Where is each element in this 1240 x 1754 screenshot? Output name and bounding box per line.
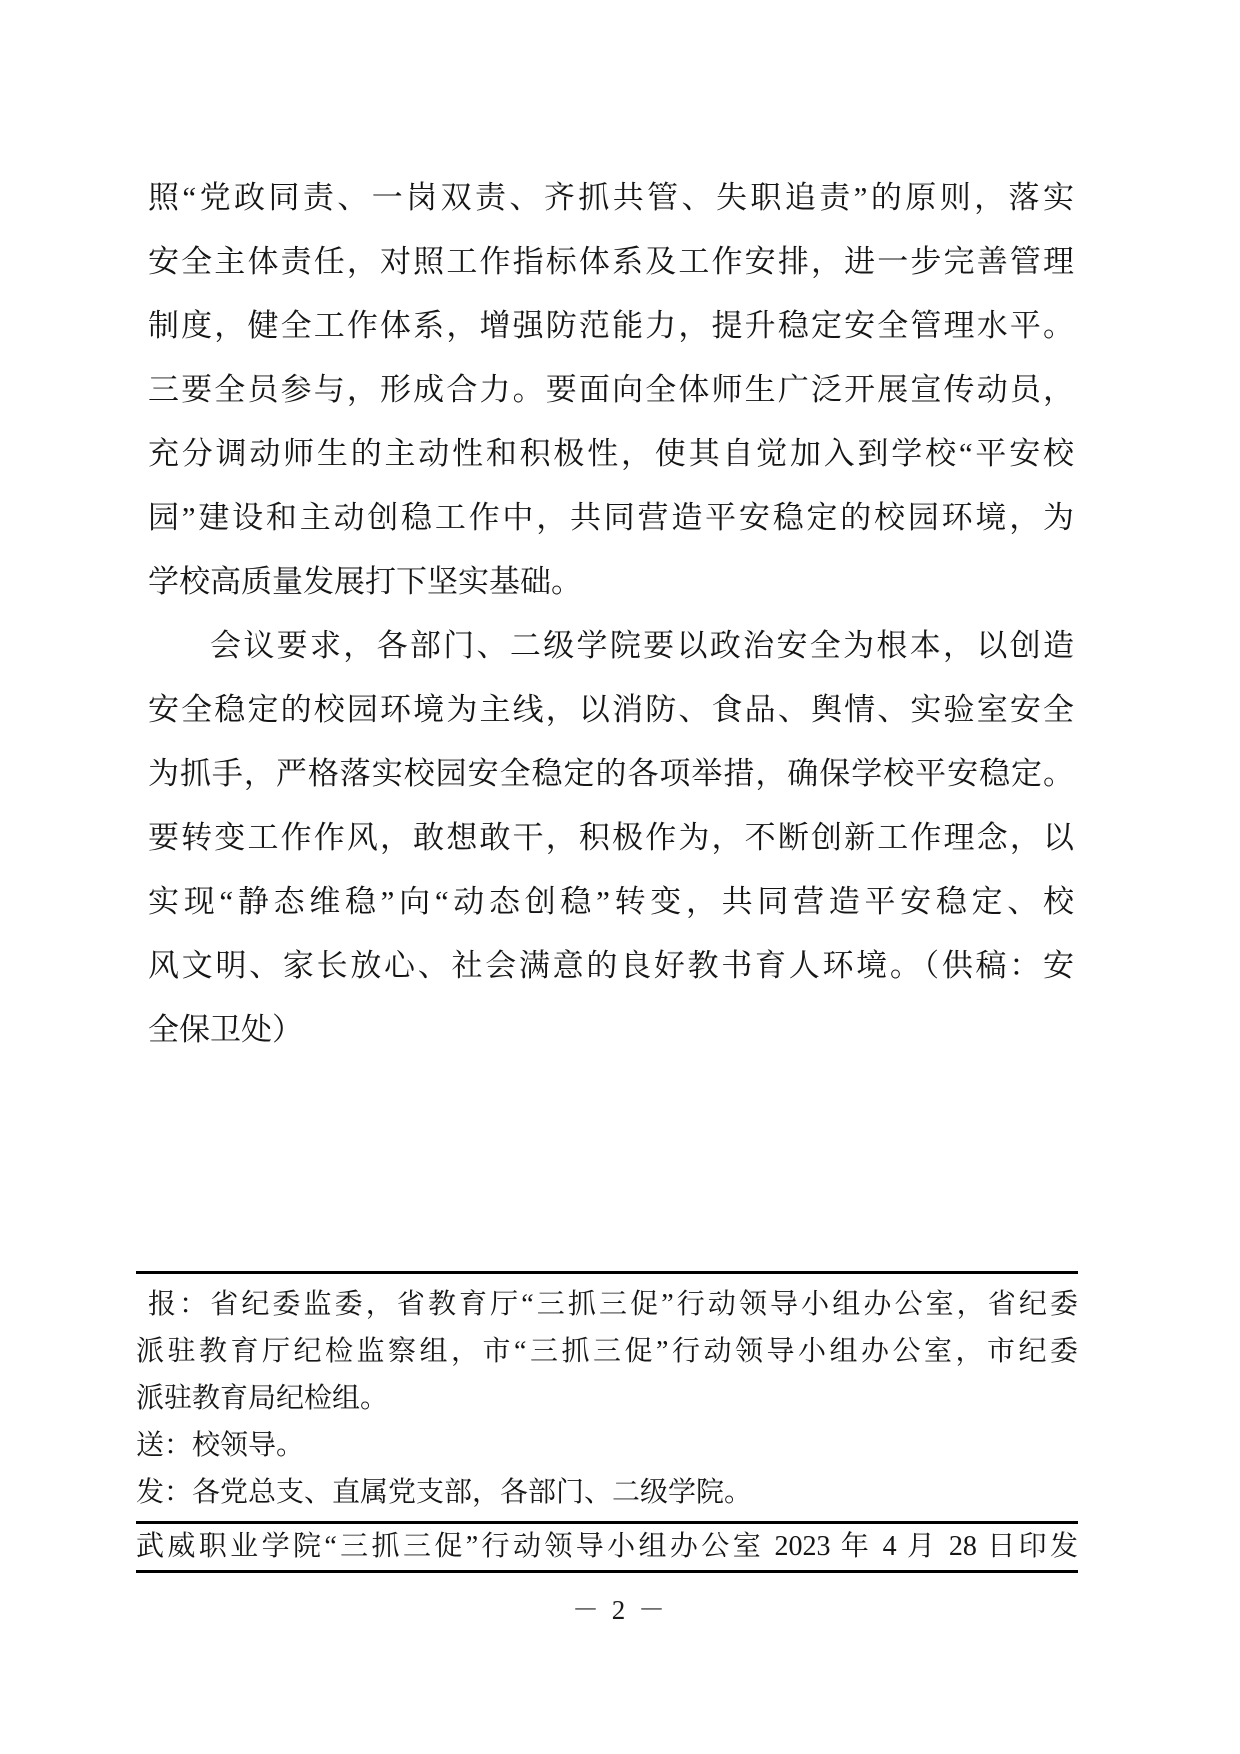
body-line: 会议要求，各部门、二级学院要以政治安全为根本，以创造 <box>210 628 1074 663</box>
body-line: 安全主体责任，对照工作指标体系及工作安排，进一步完善管理 <box>148 244 1074 279</box>
document-body <box>148 166 1074 1062</box>
cc-issue-line: 发：各党总支、直属党支部，各部门、二级学院。 <box>136 1477 753 1508</box>
body-line: 照“党政同责、一岗双责、齐抓共管、失职追责”的原则，落实 <box>148 180 1074 215</box>
body-line: 充分调动师生的主动性和积极性，使其自觉加入到学校“平安校 <box>148 436 1074 471</box>
cc-send-line: 送：校领导。 <box>136 1430 305 1461</box>
cc-report-line: 派驻教育局纪检组。 <box>136 1383 389 1414</box>
document-footer-block <box>136 1271 1078 1573</box>
cc-distribution-block <box>136 1274 1078 1521</box>
issuer-imprint-line: 武威职业学院“三抓三促”行动领导小组办公室 2023 年 4 月 28 日印发 <box>136 1531 1078 1562</box>
body-line: 学校高质量发展打下坚实基础。 <box>148 564 582 599</box>
body-line: 实现“静态维稳”向“动态创稳”转变，共同营造平安稳定、校 <box>148 884 1074 919</box>
footer-bottom-rule <box>136 1570 1078 1573</box>
page-number: － 2 － <box>572 1595 668 1625</box>
body-line: 为抓手，严格落实校园安全稳定的各项举措，确保学校平安稳定。 <box>148 756 1074 791</box>
body-line: 要转变工作作风，敢想敢干，积极作为，不断创新工作理念，以 <box>148 820 1074 855</box>
body-line: 制度，健全工作体系，增强防范能力，提升稳定安全管理水平。 <box>148 308 1074 343</box>
body-line: 安全稳定的校园环境为主线，以消防、食品、舆情、实验室安全 <box>148 692 1074 727</box>
paragraph-1 <box>148 166 1074 614</box>
paragraph-2 <box>148 614 1074 1062</box>
body-line: 三要全员参与，形成合力。要面向全体师生广泛开展宣传动员， <box>148 372 1074 407</box>
cc-report-line: 派驻教育厅纪检监察组，市“三抓三促”行动领导小组办公室，市纪委 <box>136 1336 1078 1367</box>
body-line: 风文明、家长放心、社会满意的良好教书育人环境。（供稿：安 <box>148 948 1074 983</box>
cc-report-line: 报：省纪委监委，省教育厅“三抓三促”行动领导小组办公室，省纪委 <box>148 1289 1078 1320</box>
body-line: 园”建设和主动创稳工作中，共同营造平安稳定的校园环境，为 <box>148 500 1074 535</box>
body-line: 全保卫处） <box>148 1012 303 1047</box>
